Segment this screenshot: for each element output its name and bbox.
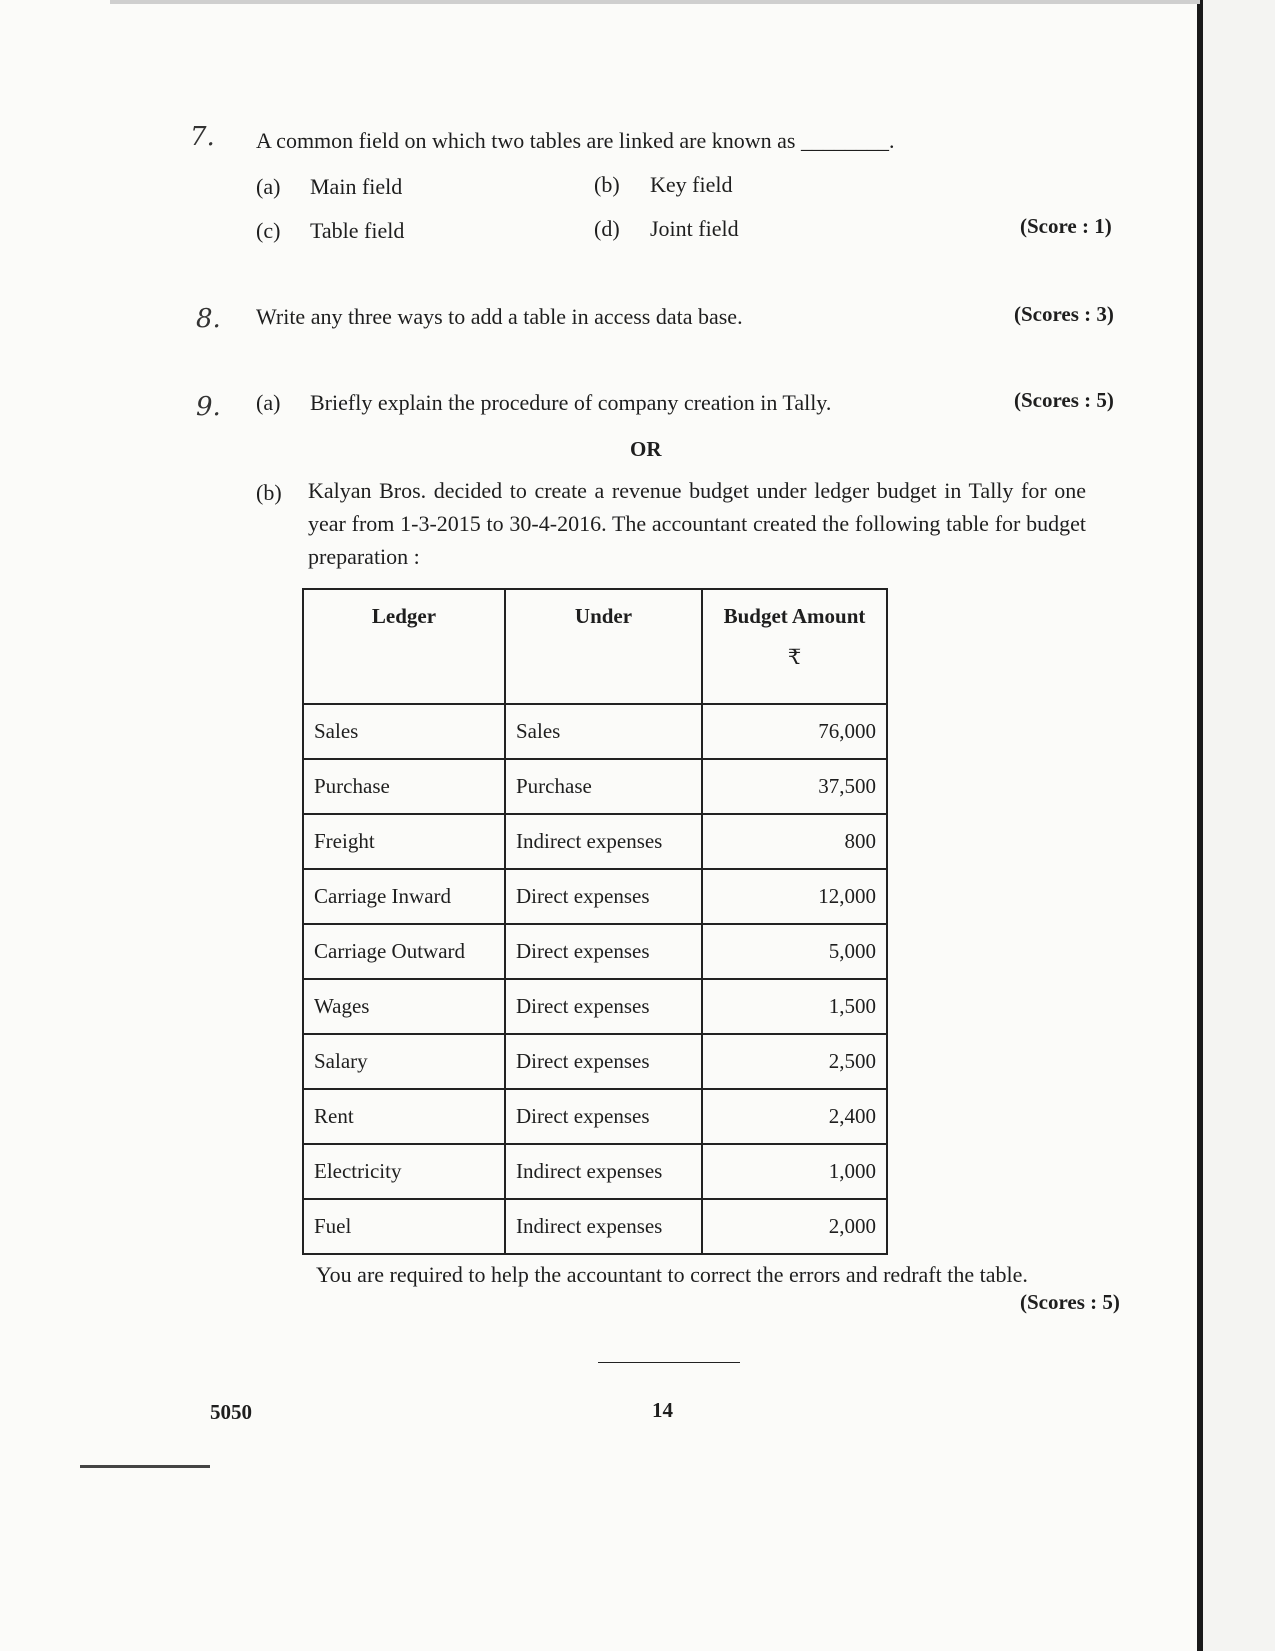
cell-under: Indirect expenses (505, 1144, 702, 1199)
table-body (303, 704, 887, 1254)
q7-option-d-text: Joint field (650, 216, 739, 241)
q7-option-b-key: (b) (594, 172, 620, 197)
q9-closing-text: You are required to help the accountant to correct the errors and redraft the table. (316, 1262, 1028, 1287)
q9-number: 9. (196, 392, 221, 422)
cell-budget-amount: 2,500 (702, 1034, 887, 1089)
page-margin-shadow (1203, 0, 1275, 1651)
q9-part-a-key: (a) (256, 390, 281, 415)
cell-under: Direct expenses (505, 1089, 702, 1144)
cell-budget-amount: 37,500 (702, 759, 887, 814)
q7-option-d-key: (d) (594, 216, 620, 241)
cell-budget-amount: 1,000 (702, 1144, 887, 1199)
cell-budget-amount: 12,000 (702, 869, 887, 924)
q7-option-a-text: Main field (310, 174, 403, 199)
table-row (303, 1199, 887, 1254)
table-row (303, 979, 887, 1034)
cell-ledger: Sales (303, 704, 505, 759)
table-row (303, 869, 887, 924)
q8-score: (Scores : 3) (1014, 302, 1114, 326)
cell-under: Sales (505, 704, 702, 759)
end-rule (598, 1362, 740, 1363)
table-row (303, 759, 887, 814)
cell-under: Direct expenses (505, 979, 702, 1034)
cell-ledger: Wages (303, 979, 505, 1034)
q9-part-b-question: Kalyan Bros. decided to create a revenue budget under ledger budget in Tally for one year from 1-3-2015 to 30-4-2016. The accountant created the following table for budget preparation : (308, 478, 1086, 569)
cell-ledger: Carriage Inward (303, 869, 505, 924)
cell-ledger: Salary (303, 1034, 505, 1089)
q7-score: (Score : 1) (1020, 214, 1112, 238)
cell-ledger: Fuel (303, 1199, 505, 1254)
cell-under: Indirect expenses (505, 1199, 702, 1254)
rupee-symbol: ₹ (787, 645, 802, 669)
cell-under: Purchase (505, 759, 702, 814)
paper-code: 5050 (210, 1400, 252, 1424)
table-row (303, 1089, 887, 1144)
page-edge (1197, 0, 1203, 1651)
header-under: Under (505, 589, 702, 704)
header-ledger: Ledger (303, 589, 505, 704)
budget-table (302, 588, 888, 1255)
q7-number: 7. (190, 122, 215, 152)
cell-ledger: Purchase (303, 759, 505, 814)
table-row (303, 1144, 887, 1199)
table-row (303, 924, 887, 979)
cell-under: Direct expenses (505, 924, 702, 979)
q7-option-b-text: Key field (650, 172, 733, 197)
q7-option-c-key: (c) (256, 218, 281, 243)
cell-ledger: Rent (303, 1089, 505, 1144)
q9-part-a-question: Briefly explain the procedure of company creation in Tally. (310, 390, 832, 415)
q7-question: A common field on which two tables are linked are known as ________. (256, 128, 895, 153)
q8-number: 8. (196, 304, 221, 334)
header-budget-amount (702, 589, 887, 704)
scan-artifact (80, 1465, 210, 1468)
page-number: 14 (652, 1398, 673, 1422)
q7-option-c-text: Table field (310, 218, 405, 243)
cell-ledger: Electricity (303, 1144, 505, 1199)
cell-budget-amount: 2,400 (702, 1089, 887, 1144)
cell-under: Indirect expenses (505, 814, 702, 869)
table-row (303, 704, 887, 759)
or-separator: OR (630, 437, 662, 461)
q7-option-a-key: (a) (256, 174, 281, 199)
cell-budget-amount: 76,000 (702, 704, 887, 759)
cell-under: Direct expenses (505, 869, 702, 924)
cell-budget-amount: 800 (702, 814, 887, 869)
table-header-row (303, 589, 887, 704)
cell-budget-amount: 1,500 (702, 979, 887, 1034)
cell-under: Direct expenses (505, 1034, 702, 1089)
table-row (303, 1034, 887, 1089)
q9-part-b-score: (Scores : 5) (1020, 1290, 1120, 1314)
cell-ledger: Carriage Outward (303, 924, 505, 979)
cell-budget-amount: 2,000 (702, 1199, 887, 1254)
header-budget-amount-label: Budget Amount (723, 604, 866, 628)
q9-part-a-score: (Scores : 5) (1014, 388, 1114, 412)
cell-ledger: Freight (303, 814, 505, 869)
q9-part-b-key: (b) (256, 480, 282, 505)
q8-question: Write any three ways to add a table in access data base. (256, 304, 743, 329)
cell-budget-amount: 5,000 (702, 924, 887, 979)
top-scan-line (110, 0, 1200, 4)
table-row (303, 814, 887, 869)
